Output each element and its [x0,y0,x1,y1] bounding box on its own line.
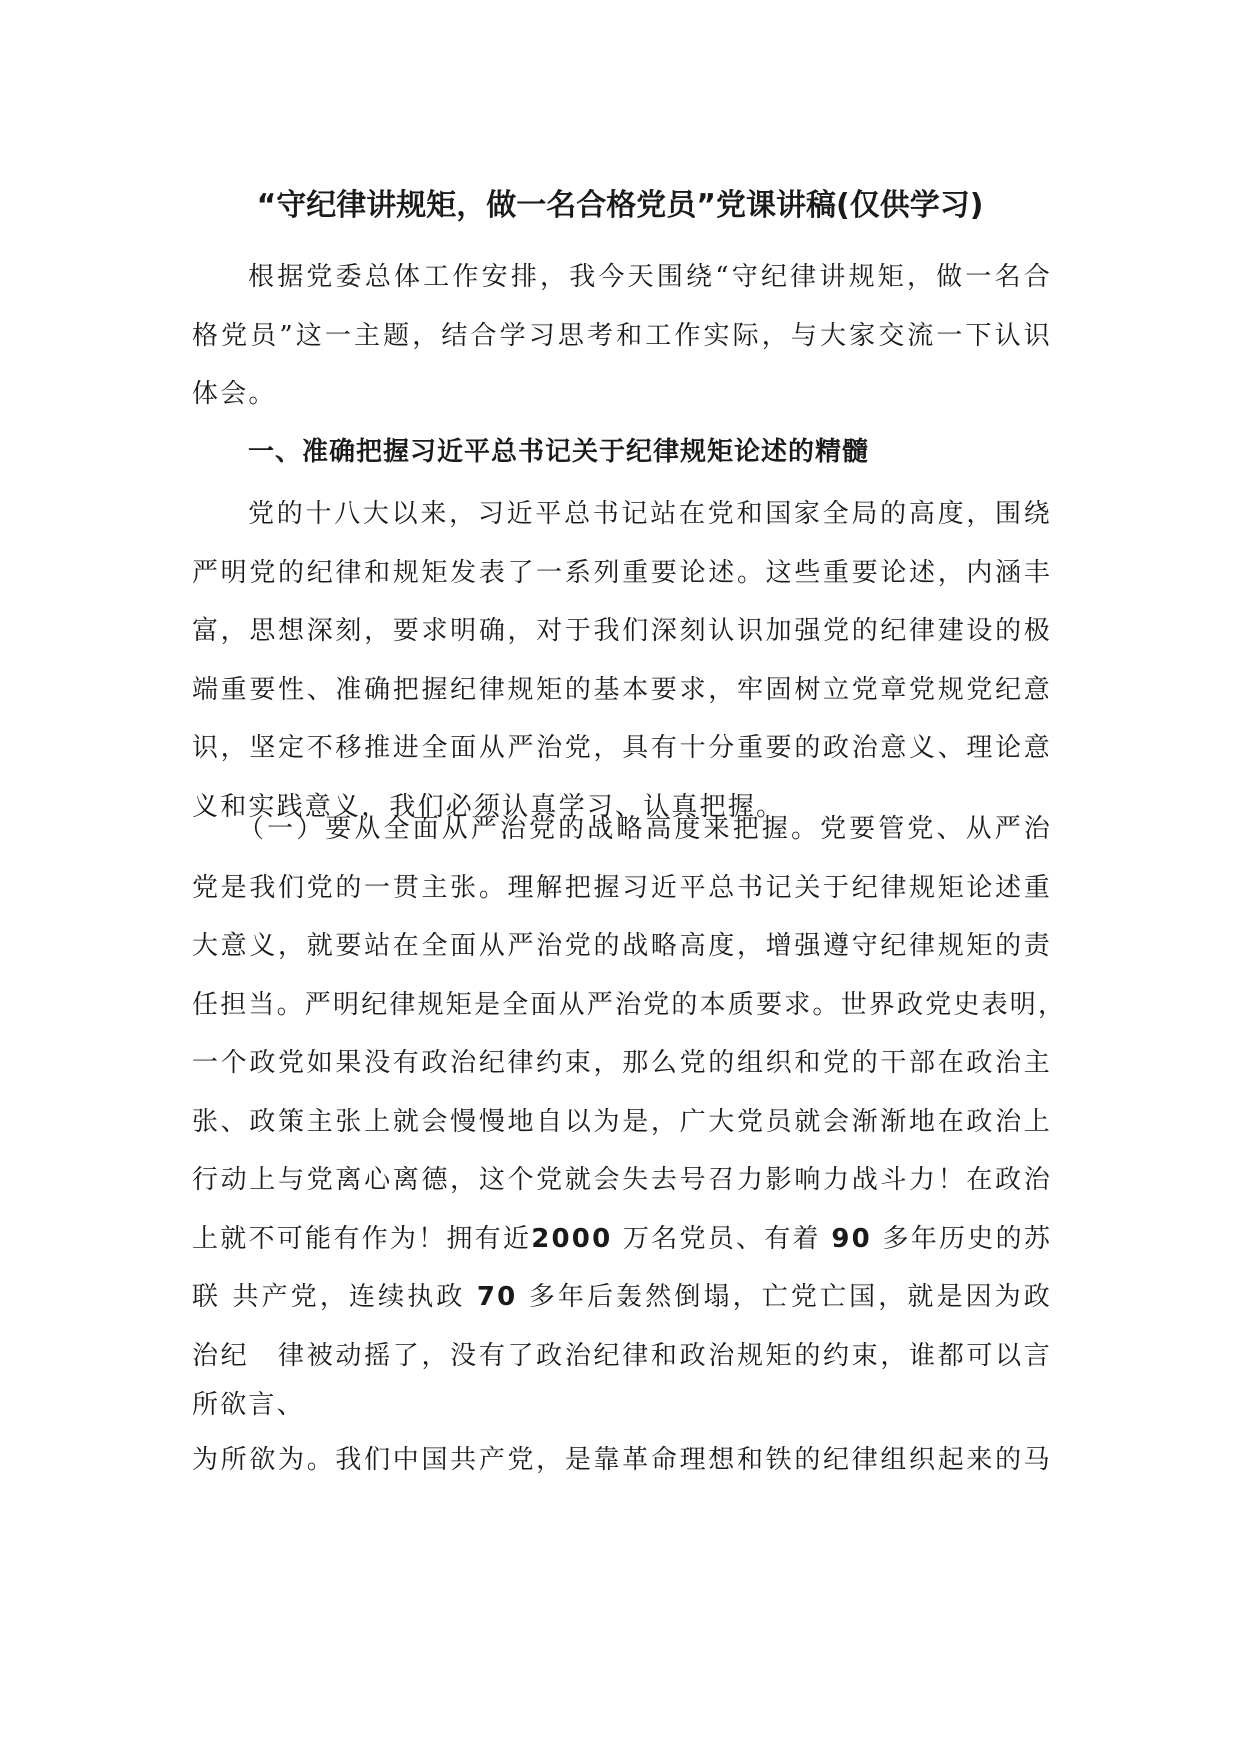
section-1-heading: 一、准确把握习近平总书记关于纪律规矩论述的精髓 [248,437,870,467]
paragraph-2-line-8-part-a: 上就不可能有作为！拥有近 [192,1223,532,1254]
paragraph-2-line-9-part-b: 多年后轰然倒塌，亡党亡国，就是因为政 [528,1282,1053,1312]
document-title: “守纪律讲规矩，做一名合格党员”党课讲稿(仅供学习) [256,188,984,223]
history-years-number: 90 [831,1223,872,1254]
intro-line-1: 根据党委总体工作安排，我今天围绕“守纪律讲规矩，做一名合 [248,262,1052,292]
paragraph-1-line-3: 富，思想深刻，要求明确，对于我们深刻认识加强党的纪律建设的极 [192,616,1052,646]
ruling-years-number: 70 [476,1282,518,1312]
paragraph-2-line-8-part-b: 万名党员、有着 [622,1223,821,1254]
paragraph-2-line-7: 行动上与党离心离德，这个党就会失去号召力影响力战斗力！在政治 [192,1165,1052,1195]
paragraph-1-line-4: 端重要性、准确把握纪律规矩的基本要求，牢固树立党章党规党纪意 [192,674,1052,705]
paragraph-2-line-12: 为所欲为。我们中国共产党，是靠革命理想和铁的纪律组织起来的马 [192,1445,1052,1475]
paragraph-2-line-8-part-c: 多年历史的苏 [882,1223,1053,1254]
paragraph-2-line-4: 任担当。严明纪律规矩是全面从严治党的本质要求。世界政党史表明， [192,989,1067,1020]
intro-line-3: 体会。 [192,379,277,409]
paragraph-2-line-9-part-a: 联 共产党，连续执政 [192,1282,466,1312]
paragraph-2-line-3: 大意义，就要站在全面从严治党的战略高度，增强遵守纪律规矩的责 [192,931,1052,961]
paragraph-2-line-5: 一个政党如果没有政治纪律约束，那么党的组织和党的干部在政治主 [192,1048,1052,1078]
paragraph-2-line-10: 治纪 律被动摇了，没有了政治纪律和政治规矩的约束，谁都可以言 [192,1340,1052,1371]
paragraph-2-line-9 [192,1268,1052,1327]
paragraph-1-line-5: 识，坚定不移推进全面从严治党，具有十分重要的政治意义、理论意 [192,733,1052,763]
paragraph-2-line-1: （一）要从全面从严治党的战略高度来把握。党要管党、从严治 [238,814,1052,844]
paragraph-2-line-6: 张、政策主张上就会慢慢地自以为是，广大党员就会渐渐地在政治上 [192,1106,1052,1137]
paragraph-2-line-11: 所欲言、 [192,1390,305,1420]
paragraph-1-line-1: 党的十八大以来，习近平总书记站在党和国家全局的高度，围绕 [248,499,1052,529]
paragraph-2-line-8 [192,1210,1052,1269]
paragraph-1-line-6: 义和实践意义，我们必须认真学习、认真把握。 [192,791,785,822]
intro-paragraph [192,248,1052,424]
intro-line-2: 格党员”这一主题，结合学习思考和工作实际，与大家交流一下认识 [192,320,1052,351]
member-count-number: 2000 [531,1223,613,1254]
paragraph-2 [192,800,1067,1490]
paragraph-1 [192,485,1052,836]
paragraph-1-line-2: 严明党的纪律和规矩发表了一系列重要论述。这些重要论述，内涵丰 [192,557,1052,588]
paragraph-2-line-2: 党是我们党的一贯主张。理解把握习近平总书记关于纪律规矩论述重 [192,872,1052,903]
